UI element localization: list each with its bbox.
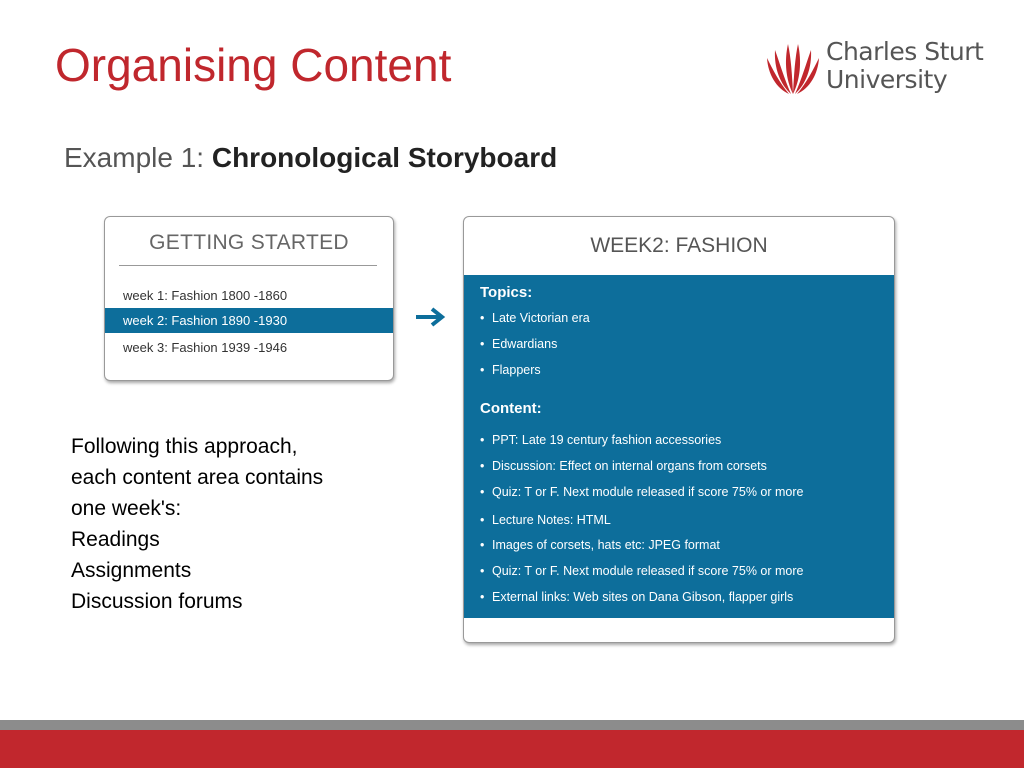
description-line: Following this approach, (71, 435, 298, 458)
description-line: Assignments (71, 559, 192, 582)
content-item: • PPT: Late 19 century fashion accessories (480, 433, 722, 447)
footer-grey-bar (0, 720, 1024, 730)
week-item-3[interactable]: week 3: Fashion 1939 -1946 (123, 340, 288, 355)
approach-description (71, 431, 411, 617)
content-item: • Lecture Notes: HTML (480, 513, 611, 527)
description-line: one week's: (71, 497, 182, 520)
content-item: • Images of corsets, hats etc: JPEG format (480, 538, 720, 552)
footer-red-bar (0, 730, 1024, 768)
logo-line2: University (826, 65, 948, 94)
getting-started-panel (104, 216, 394, 381)
right-arrow-icon (414, 306, 446, 328)
content-item: • External links: Web sites on Dana Gibson, flapper girls (480, 590, 794, 604)
content-item: • Discussion: Effect on internal organs from corsets (480, 459, 767, 473)
week2-heading: WEEK2: FASHION (590, 234, 768, 257)
subtitle-prefix: Example 1: (64, 142, 212, 173)
content-label: Content: (480, 400, 542, 417)
description-line: each content area contains (71, 466, 324, 489)
content-item: • Quiz: T or F. Next module released if score 75% or more (480, 485, 804, 499)
week-item-1[interactable]: week 1: Fashion 1800 -1860 (123, 288, 288, 303)
topic-item: • Flappers (480, 363, 541, 377)
logo-line1: Charles Sturt (826, 37, 984, 66)
week2-fashion-panel (463, 216, 895, 643)
university-logo (766, 38, 986, 98)
subtitle (64, 142, 557, 174)
week2-content-area (464, 275, 894, 618)
description-line: Discussion forums (71, 590, 243, 613)
topic-item: • Edwardians (480, 337, 558, 351)
topics-label: Topics: (480, 284, 533, 301)
slide-title: Organising Content (55, 39, 452, 91)
getting-started-heading: GETTING STARTED (149, 231, 349, 254)
description-line: Readings (71, 528, 160, 551)
content-item: • Quiz: T or F. Next module released if score 75% or more (480, 564, 804, 578)
topic-item: • Late Victorian era (480, 311, 590, 325)
csu-flame-logo-icon (766, 40, 820, 96)
heading-divider (119, 265, 377, 266)
week-item-2[interactable]: week 2: Fashion 1890 -1930 (105, 308, 393, 333)
subtitle-emphasis: Chronological Storyboard (211, 142, 558, 173)
